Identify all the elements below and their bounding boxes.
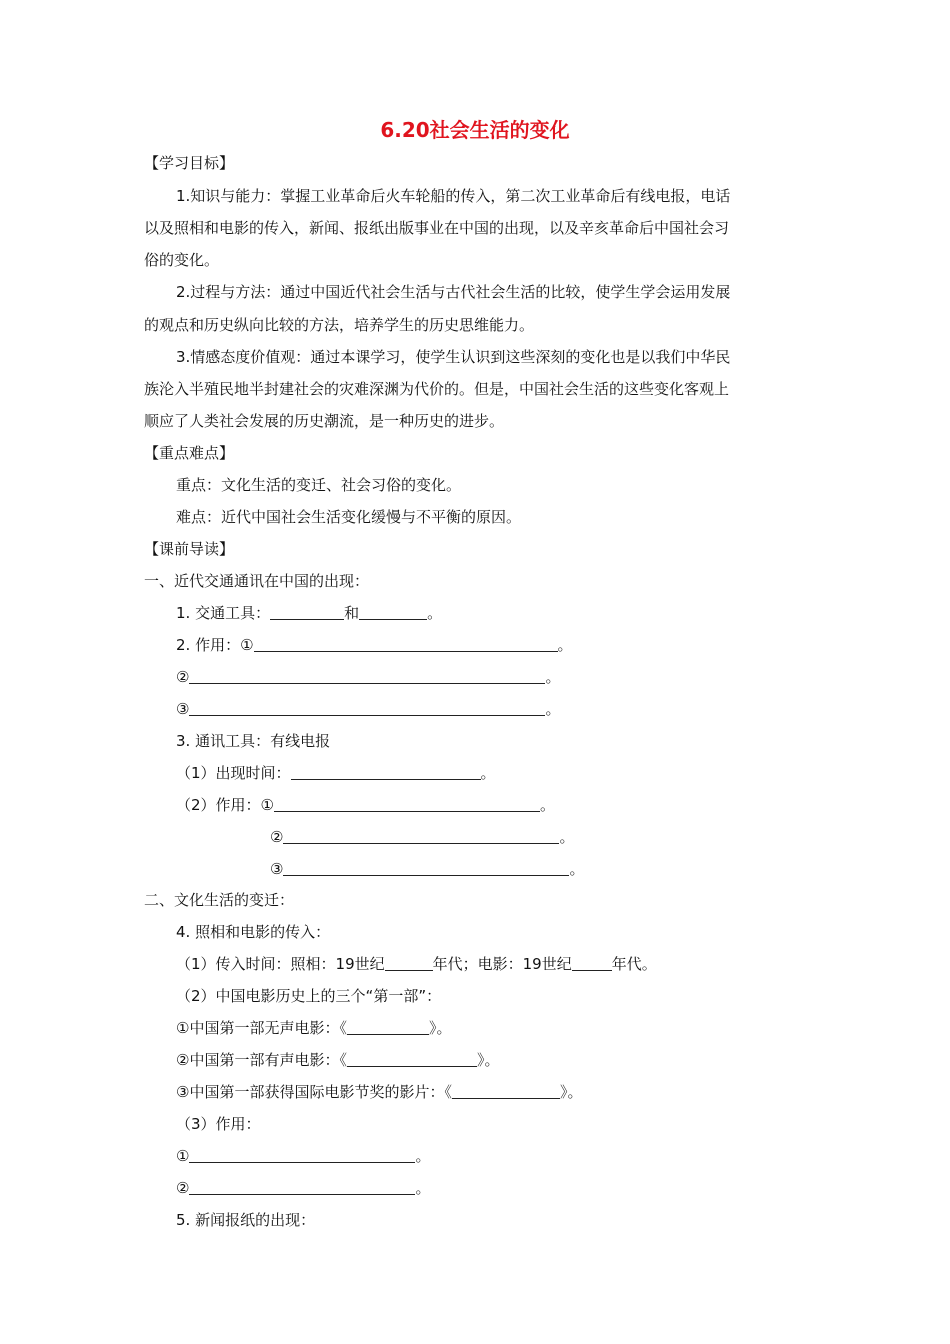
q4-heading: 4. 照相和电影的传入： [176,923,331,941]
page-title: 6.20社会生活的变化 [380,118,570,142]
blank-field[interactable] [254,635,558,652]
blank-field[interactable] [283,859,569,876]
first-sound-film: ②中国第一部有声电影：《 》。 [176,1051,500,1069]
q2-label: 2. 作用：① [176,636,254,654]
objective-1-line-2: 以及照相和电影的传入，新闻、报纸出版事业在中国的出现，以及辛亥革命后中国社会习 [144,219,730,237]
key-focus: 重点：文化生活的变迁、社会习俗的变化。 [176,476,462,494]
blank-field[interactable] [347,1018,429,1035]
blank-field[interactable] [385,954,433,971]
q3-time: （1）出现时间： 。 [176,764,496,782]
objective-3-line-1: 3.情感态度价值观：通过本课学习，使学生认识到这些深刻的变化也是以我们中华民 [176,348,731,366]
part1-heading: 一、近代交通通讯在中国的出现： [144,572,370,590]
q4-time: （1）传入时间：照相：19世纪 年代；电影：19世纪 年代。 [176,955,657,973]
blank-field[interactable] [359,603,427,620]
part2-heading: 二、文化生活的变迁： [144,891,295,909]
q2-roles-line-3: ③ 。 [176,700,561,718]
q2-roles-line-2: ② 。 [176,668,561,686]
blank-field[interactable] [189,699,545,716]
objective-3-line-2: 族沦入半殖民地半封建社会的灾难深渊为代价的。但是，中国社会生活的这些变化客观上 [144,380,730,398]
q2-roles-line-1: 2. 作用：① 。 [176,636,573,654]
blank-field[interactable] [452,1082,560,1099]
section-heading-preview: 【课前导读】 [144,540,235,558]
objective-1-line-1: 1.知识与能力：掌握工业革命后火车轮船的传入，第二次工业革命后有线电报，电话 [176,187,731,205]
q3-telegraph: 3. 通讯工具：有线电报 [176,732,331,750]
q4-role-heading: （3）作用： [176,1115,261,1133]
key-difficulty: 难点：近代中国社会生活变化缓慢与不平衡的原因。 [176,508,522,526]
q3-roles-line-2: ② 。 [270,828,575,846]
blank-field[interactable] [189,1178,415,1195]
q5-heading: 5. 新闻报纸的出现： [176,1211,316,1229]
objective-2-line-2: 的观点和历史纵向比较的方法，培养学生的历史思维能力。 [144,316,535,334]
blank-field[interactable] [270,603,344,620]
first-award-film: ③中国第一部获得国际电影节奖的影片：《 》。 [176,1083,583,1101]
q4-role-line-1: ① 。 [176,1147,431,1165]
blank-field[interactable] [189,1146,415,1163]
q3-roles-line-1: （2）作用：① 。 [176,796,556,814]
objective-2-line-1: 2.过程与方法：通过中国近代社会生活与古代社会生活的比较，使学生学会运用发展 [176,283,731,301]
blank-field[interactable] [189,667,545,684]
blank-field[interactable] [572,954,612,971]
first-silent-film: ①中国第一部无声电影：《 》。 [176,1019,452,1037]
q1-and: 和 [344,604,360,622]
section-heading-key-points: 【重点难点】 [144,444,235,462]
blank-field[interactable] [274,795,540,812]
circled-one: ① [176,1147,190,1165]
q3-roles-line-3: ③ 。 [270,860,585,878]
blank-field[interactable] [291,763,481,780]
section-heading-objectives: 【学习目标】 [144,154,235,172]
q1-transport-tools: 1. 交通工具： 和 。 [176,604,443,622]
objective-3-line-3: 顺应了人类社会发展的历史潮流，是一种历史的进步。 [144,412,505,430]
q4-firsts: （2）中国电影历史上的三个“第一部”： [176,987,442,1005]
blank-field[interactable] [283,827,559,844]
q4-role-line-2: ② 。 [176,1179,431,1197]
q1-label: 1. 交通工具： [176,604,271,622]
blank-field[interactable] [347,1050,477,1067]
objective-1-line-3: 俗的变化。 [144,251,220,269]
